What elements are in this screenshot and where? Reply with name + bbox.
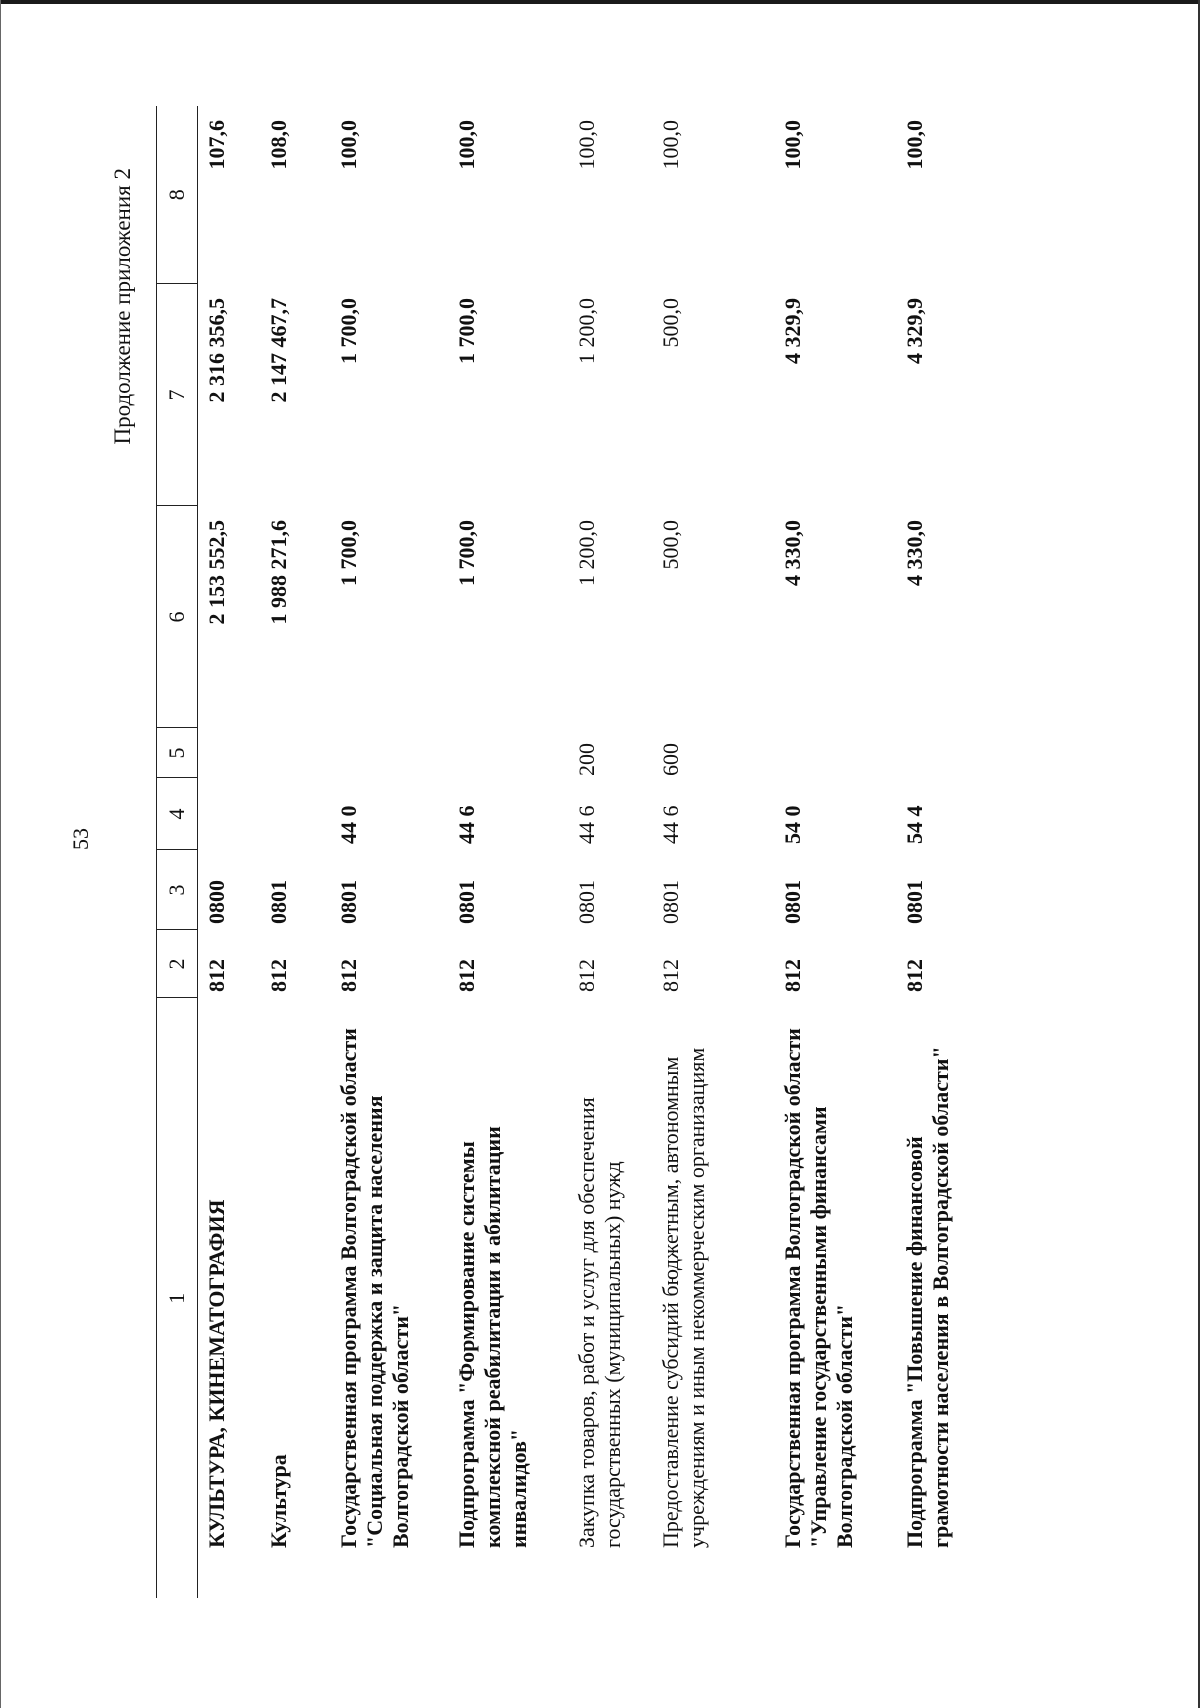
row-name: Государственная программа Волгоградской области "Управление государственными финансами Волгоградской области" <box>780 1028 857 1548</box>
column-header: 8 <box>157 106 198 284</box>
cell-target: 54 0 <box>780 805 805 844</box>
cell-planned: 4 330,0 <box>780 520 805 586</box>
cell-percent: 100,0 <box>780 120 805 170</box>
cell-percent: 100,0 <box>454 120 479 170</box>
cell-percent: 100,0 <box>574 120 599 170</box>
column-header: 2 <box>157 930 198 998</box>
column-header: 6 <box>157 506 198 728</box>
cell-planned: 1 200,0 <box>574 520 599 586</box>
cell-actual: 500,0 <box>658 298 683 348</box>
cell-section: 0801 <box>902 880 927 924</box>
cell-section: 0801 <box>574 880 599 924</box>
cell-expense-type <box>330 728 448 778</box>
cell-actual: 1 700,0 <box>336 298 361 364</box>
header-row <box>157 106 198 1598</box>
page-number: 53 <box>68 828 93 850</box>
rotated-page-content <box>110 98 1110 1598</box>
cell-percent: 100,0 <box>902 120 927 170</box>
cell-expense-type <box>774 728 896 778</box>
column-header: 7 <box>157 284 198 506</box>
cell-planned: 1 700,0 <box>336 520 361 586</box>
cell-actual: 4 329,9 <box>780 298 805 364</box>
table-row <box>774 106 896 1598</box>
cell-percent: 108,0 <box>266 120 291 170</box>
cell-ministry: 812 <box>204 959 229 992</box>
cell-planned: 4 330,0 <box>902 520 927 586</box>
cell-ministry: 812 <box>574 959 599 992</box>
scan-edge-top <box>0 0 1200 4</box>
cell-section: 0801 <box>658 880 683 924</box>
cell-expense-type <box>260 728 330 778</box>
column-header: 5 <box>157 728 198 778</box>
cell-ministry: 812 <box>336 959 361 992</box>
table-row <box>330 106 448 1598</box>
row-name: Подпрограмма "Повышение финансовой грамотности населения в Волгоградской области" <box>902 1046 953 1548</box>
cell-target: 44 6 <box>454 805 479 844</box>
cell-ministry: 812 <box>658 959 683 992</box>
cell-expense-type <box>198 728 261 778</box>
row-name: Предоставление субсидий бюджетным, автономным учреждениям и иным некоммерческим организациям <box>658 1047 709 1548</box>
cell-target: 44 0 <box>336 805 361 844</box>
cell-planned: 1 700,0 <box>454 520 479 586</box>
cell-percent: 107,6 <box>204 120 229 170</box>
cell-section: 0800 <box>204 880 229 924</box>
cell-expense-type: 200 <box>574 743 599 776</box>
table-row <box>198 106 261 1598</box>
cell-target <box>198 778 261 850</box>
cell-actual: 1 200,0 <box>574 298 599 364</box>
row-name: КУЛЬТУРА, КИНЕМАТОГРАФИЯ <box>204 1199 229 1548</box>
appendix-caption: Продолжение приложения 2 <box>110 168 135 445</box>
column-header: 3 <box>157 850 198 930</box>
cell-section: 0801 <box>780 880 805 924</box>
cell-expense-type <box>448 728 568 778</box>
cell-expense-type <box>896 728 1012 778</box>
cell-target: 54 4 <box>902 805 927 844</box>
scan-edge-left <box>0 0 1 1708</box>
cell-actual: 1 700,0 <box>454 298 479 364</box>
table-row <box>652 106 774 1598</box>
cell-ministry: 812 <box>902 959 927 992</box>
cell-actual: 4 329,9 <box>902 298 927 364</box>
cell-actual: 2 147 467,7 <box>266 298 291 403</box>
cell-target <box>260 778 330 850</box>
row-name: Закупка товаров, работ и услуг для обеспечения государственных (муниципальных) нужд <box>574 1097 625 1548</box>
budget-table <box>156 106 1012 1598</box>
cell-section: 0801 <box>336 880 361 924</box>
cell-actual: 2 316 356,5 <box>204 298 229 403</box>
cell-section: 0801 <box>266 880 291 924</box>
table-row <box>896 106 1012 1598</box>
cell-target: 44 6 <box>574 805 599 844</box>
cell-percent: 100,0 <box>336 120 361 170</box>
row-name: Государственная программа Волгоградской области "Социальная поддержка и защита населения Волгоградской области" <box>336 1028 413 1548</box>
cell-ministry: 812 <box>780 959 805 992</box>
row-name: Культура <box>266 1454 291 1548</box>
column-header: 4 <box>157 778 198 850</box>
cell-expense-type: 600 <box>658 743 683 776</box>
cell-ministry: 812 <box>266 959 291 992</box>
cell-ministry: 812 <box>454 959 479 992</box>
cell-planned: 500,0 <box>658 520 683 570</box>
cell-target: 44 6 <box>658 805 683 844</box>
cell-percent: 100,0 <box>658 120 683 170</box>
cell-planned: 1 988 271,6 <box>266 520 291 625</box>
table-row <box>260 106 330 1598</box>
cell-section: 0801 <box>454 880 479 924</box>
table-row <box>568 106 652 1598</box>
row-name: Подпрограмма "Формирование системы комплексной реабилитации и абилитации инвалидов" <box>454 1126 531 1548</box>
table-row <box>448 106 568 1598</box>
cell-planned: 2 153 552,5 <box>204 520 229 625</box>
column-header: 1 <box>157 998 198 1598</box>
